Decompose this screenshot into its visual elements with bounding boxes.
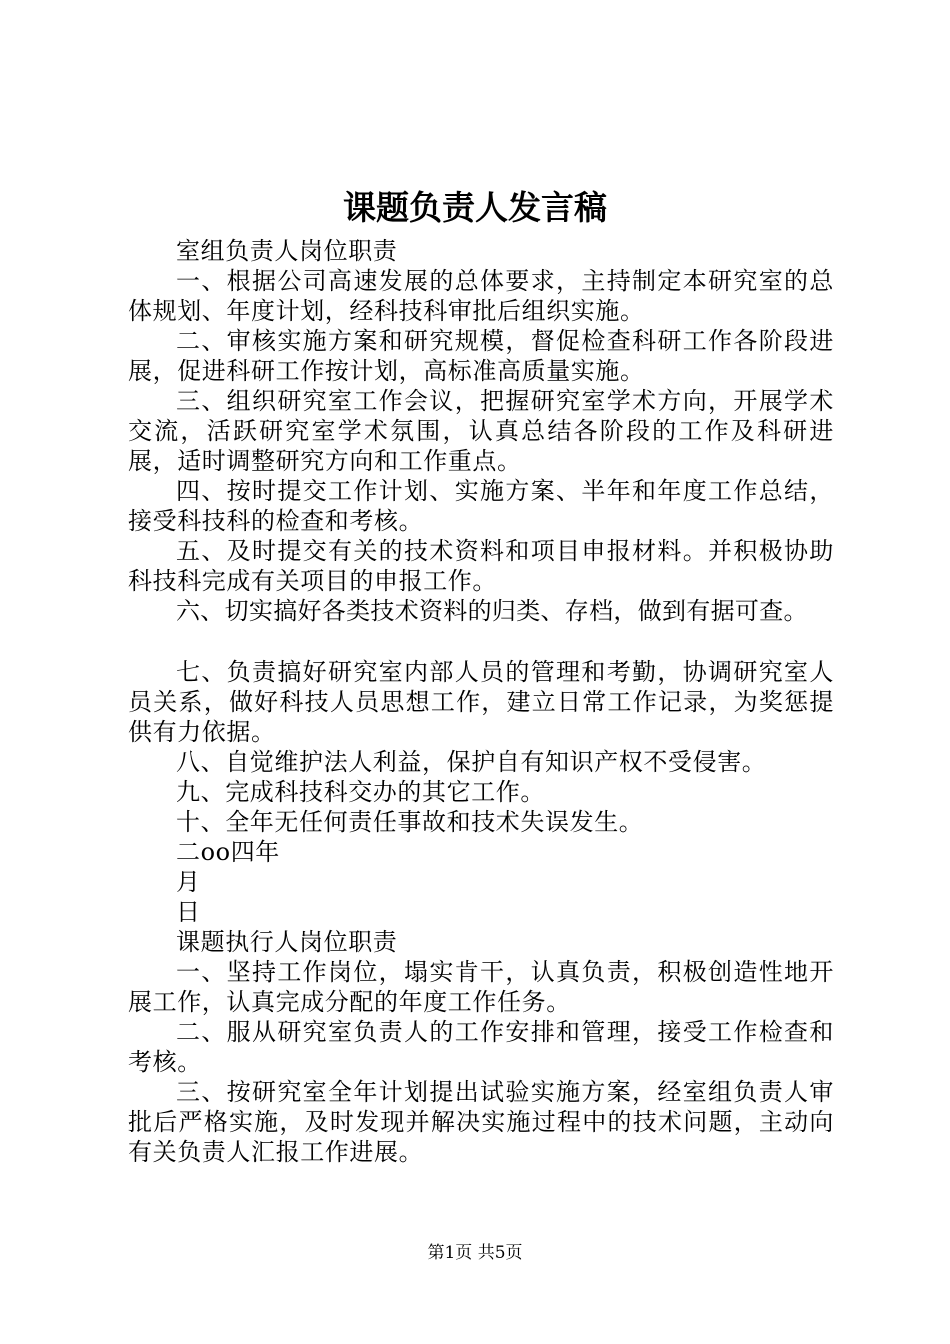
paragraph-executor-duty-3: 三、按研究室全年计划提出试验实施方案，经室组负责人审批后严格实施，及时发现并解决实施过程中的技术问题，主动向有关负责人汇报工作进展。 — [128, 1078, 834, 1166]
paragraph-duty-7: 七、负责搞好研究室内部人员的管理和考勤，协调研究室人员关系，做好科技人员思想工作，建立日常工作记录，为奖惩提供有力依据。 — [128, 658, 834, 746]
paragraph-duty-10: 十、全年无任何责任事故和技术失误发生。 — [176, 808, 644, 836]
paragraph-duty-1: 一、根据公司高速发展的总体要求，主持制定本研究室的总体规划、年度计划，经科技科审批后组织实施。 — [128, 267, 834, 325]
date-month: 月 — [176, 868, 201, 896]
paragraph-duty-5: 五、及时提交有关的技术资料和项目申报材料。并积极协助科技科完成有关项目的申报工作。 — [128, 537, 834, 595]
paragraph-duty-9: 九、完成科技科交办的其它工作。 — [176, 778, 545, 806]
section-heading-room-leader: 室组负责人岗位职责 — [176, 237, 398, 265]
paragraph-duty-3: 三、组织研究室工作会议，把握研究室学术方向，开展学术交流，活跃研究室学术氛围，认真总结各阶段的工作及科研进展，适时调整研究方向和工作重点。 — [128, 387, 834, 475]
paragraph-executor-duty-2: 二、服从研究室负责人的工作安排和管理，接受工作检查和考核。 — [128, 1018, 834, 1076]
paragraph-executor-duty-1: 一、坚持工作岗位，塌实肯干，认真负责，积极创造性地开展工作，认真完成分配的年度工作任务。 — [128, 958, 834, 1016]
document-title: 课题负责人发言稿 — [343, 188, 607, 227]
paragraph-duty-6: 六、切实搞好各类技术资料的归类、存档，做到有据可查。 — [176, 597, 808, 625]
paragraph-duty-8: 八、自觉维护法人利益，保护自有知识产权不受侵害。 — [176, 748, 767, 776]
page-number-footer: 第1页 共5页 — [427, 1243, 523, 1263]
section-heading-executor: 课题执行人岗位职责 — [176, 928, 398, 956]
paragraph-spacer — [128, 626, 834, 657]
document-body — [128, 236, 834, 1167]
paragraph-duty-4: 四、按时提交工作计划、实施方案、半年和年度工作总结，接受科技科的检查和考核。 — [128, 477, 834, 535]
date-day: 日 — [176, 898, 201, 926]
paragraph-duty-2: 二、审核实施方案和研究规模，督促检查科研工作各阶段进展，促进科研工作按计划，高标准高质量实施。 — [128, 327, 834, 385]
date-year: 二oo四年 — [176, 838, 280, 866]
